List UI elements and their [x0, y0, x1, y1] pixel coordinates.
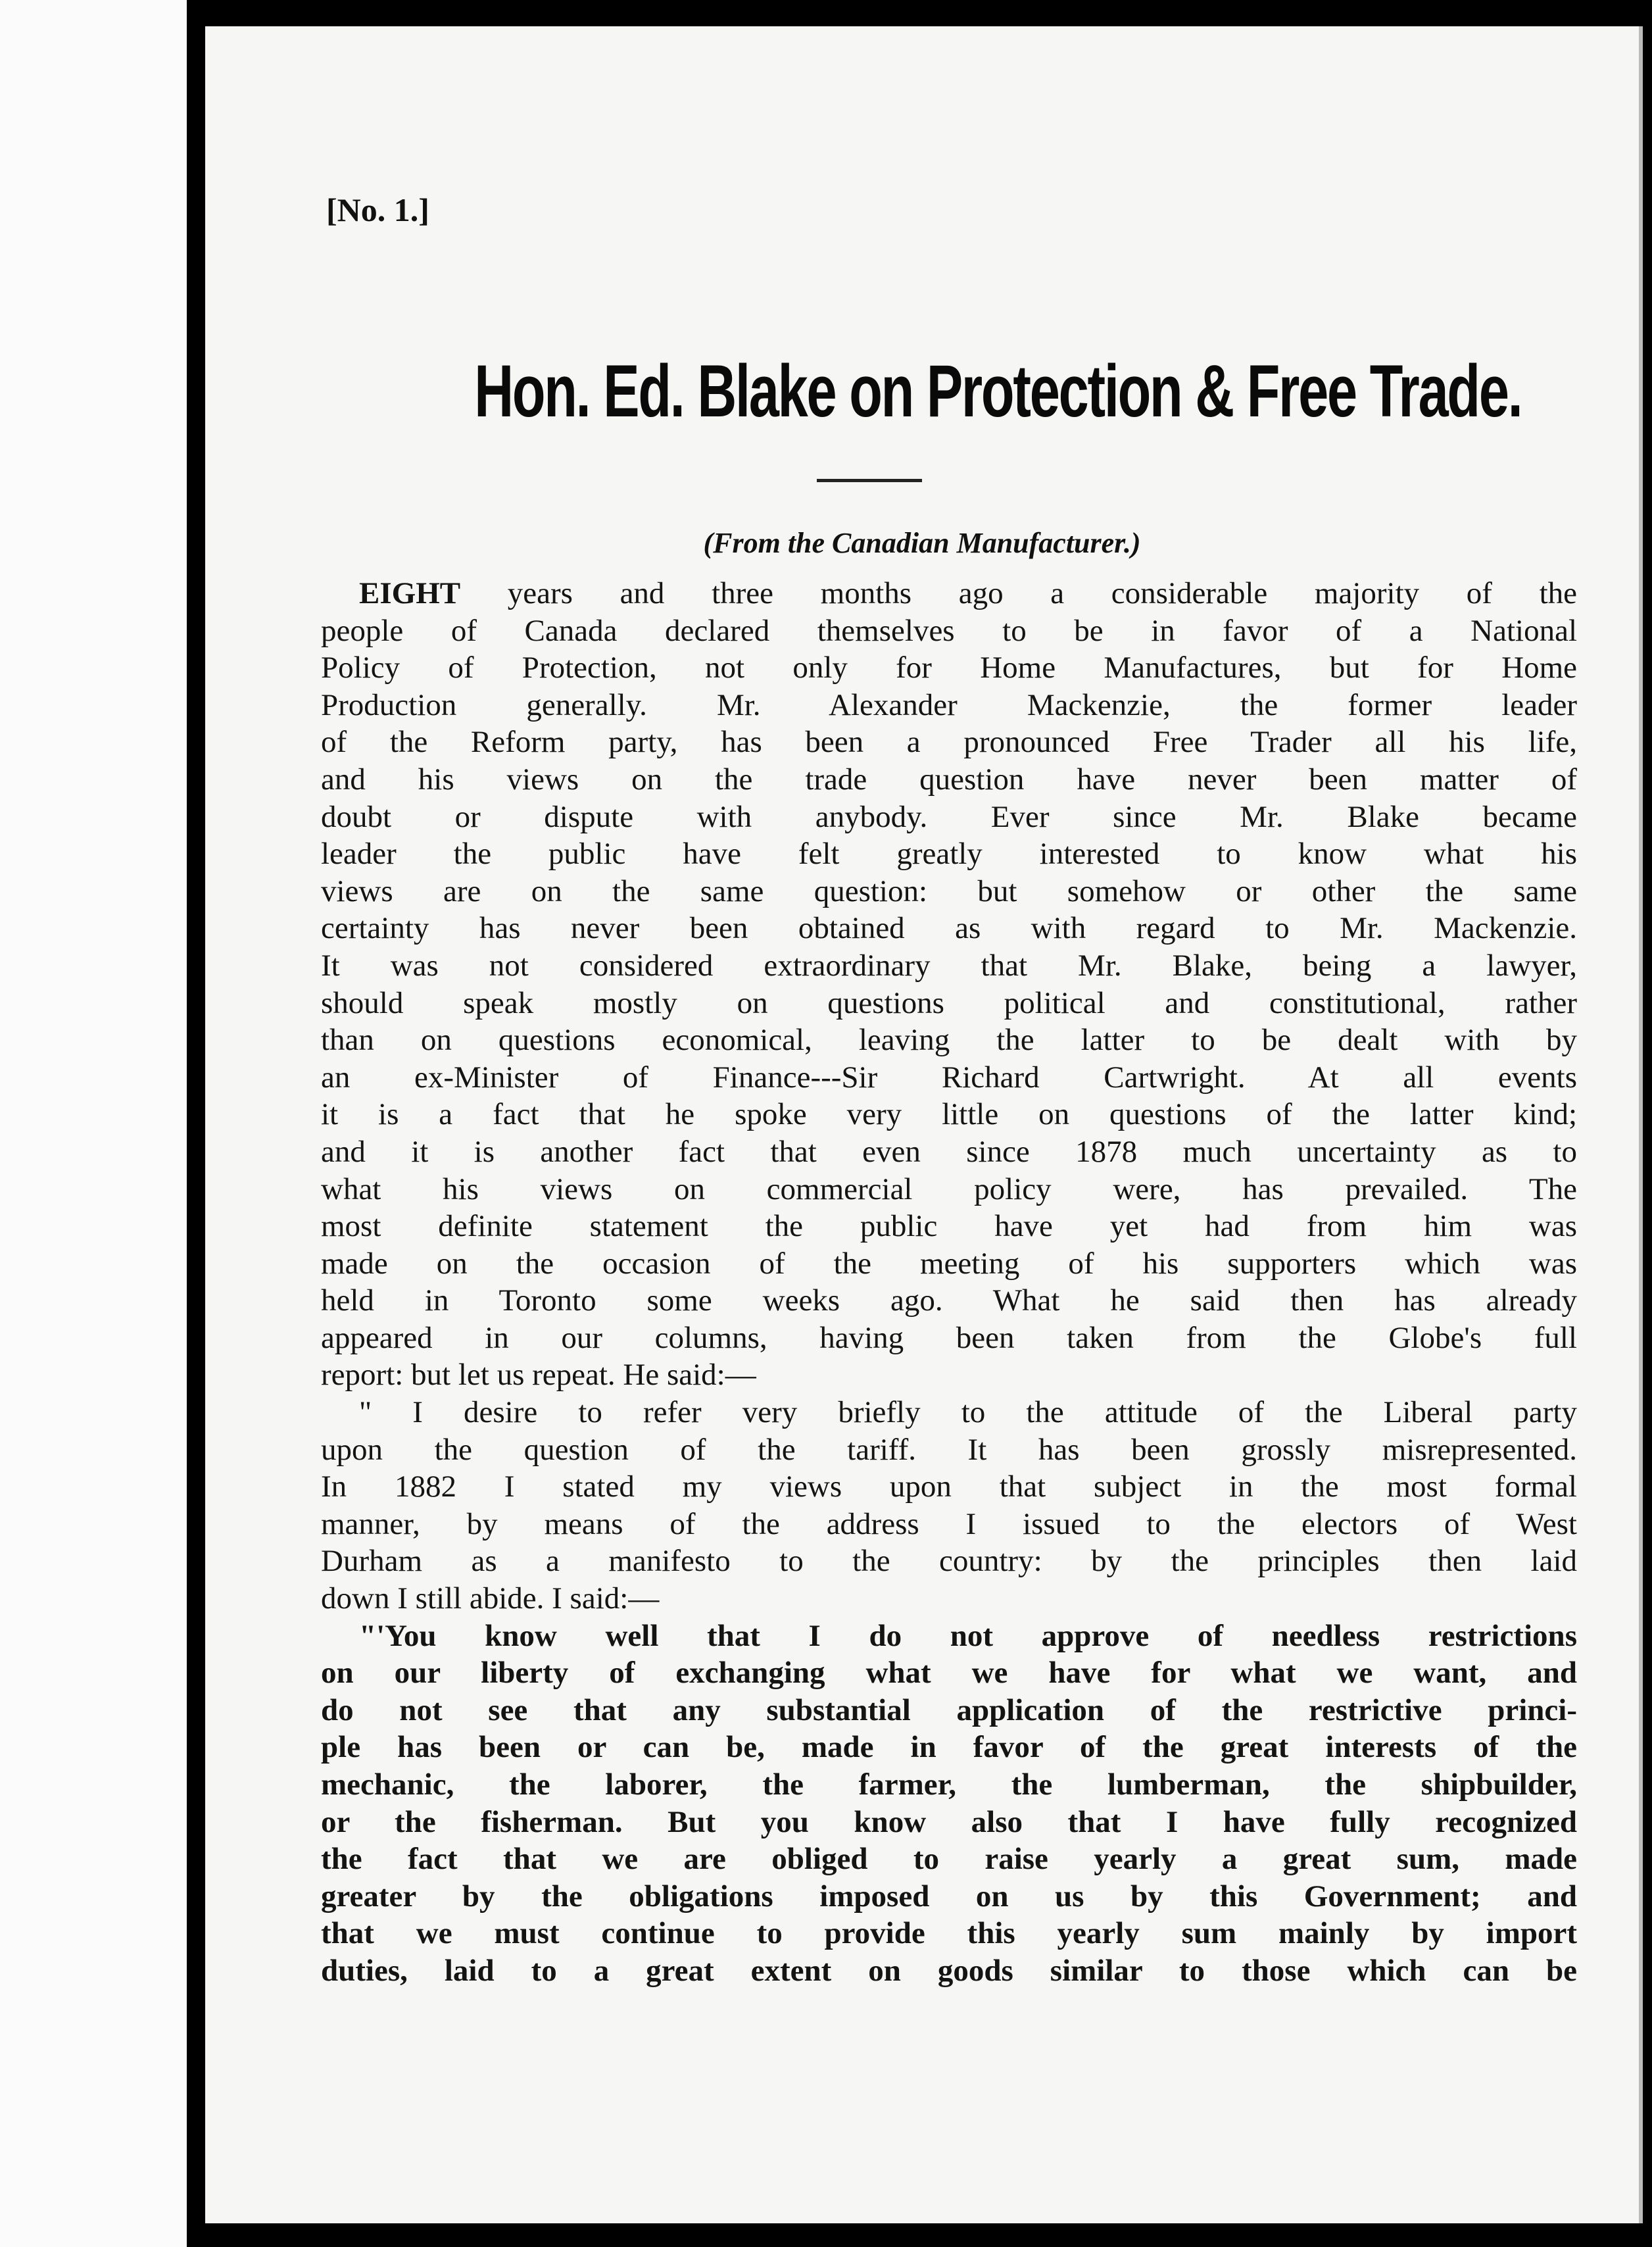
article-body — [321, 575, 1577, 1990]
body-line: views are on the same question: but somehow or other the same — [321, 874, 1577, 908]
body-line: on our liberty of exchanging what we have for what we want, and — [321, 1656, 1577, 1691]
body-line: " I desire to refer very briefly to the attitude of the Liberal party — [359, 1395, 1577, 1430]
body-line: and his views on the trade question have never been matter of — [321, 762, 1577, 797]
body-line: manner, by means of the address I issued to the electors of West — [321, 1506, 1577, 1541]
body-line: of the Reform party, has been a pronounced Free Trader all his life, — [321, 725, 1577, 760]
body-line: than on questions economical, leaving the latter to be dealt with by — [321, 1023, 1577, 1058]
body-line: and it is another fact that even since 1878 much uncertainty as to — [321, 1134, 1577, 1169]
body-line: In 1882 I stated my views upon that subject in the most formal — [321, 1469, 1577, 1504]
body-line: the fact that we are obliged to raise yearly a great sum, made — [321, 1842, 1577, 1877]
body-line: down I still abide. I said:— — [321, 1581, 660, 1616]
body-line: certainty has never been obtained as with regard to Mr. Mackenzie. — [321, 911, 1577, 946]
body-line: appeared in our columns, having been taken from the Globe's full — [321, 1320, 1577, 1355]
body-line: doubt or dispute with anybody. Ever since Mr. Blake became — [321, 799, 1577, 834]
document-page — [205, 26, 1643, 2223]
body-line: It was not considered extraordinary that Mr. Blake, being a lawyer, — [321, 948, 1577, 983]
body-line: made on the occasion of the meeting of his supporters which was — [321, 1246, 1577, 1281]
source-line: (From the Canadian Manufacturer.) — [703, 527, 1141, 559]
body-line: "'You know well that I do not approve of needless restrictions — [359, 1618, 1577, 1653]
body-line: upon the question of the tariff. It has been grossly misrepresented. — [321, 1432, 1577, 1467]
headline: Hon. Ed. Blake on Protection & Free Trade. — [474, 350, 1522, 432]
body-line: report: but let us repeat. He said:— — [321, 1358, 756, 1393]
body-line: duties, laid to a great extent on goods similar to those which can be — [321, 1953, 1577, 1988]
body-line: Policy of Protection, not only for Home Manufactures, but for Home — [321, 651, 1577, 685]
body-line: what his views on commercial policy were, has prevailed. The — [321, 1172, 1577, 1206]
body-line: it is a fact that he spoke very little on questions of the latter kind; — [321, 1097, 1577, 1132]
body-line: do not see that any substantial application of the restrictive princi- — [321, 1692, 1577, 1727]
body-line: leader the public have felt greatly interested to know what his — [321, 837, 1577, 872]
facing-page-edge — [0, 0, 187, 2247]
body-line: ple has been or can be, made in favor of the great interests of the — [321, 1730, 1577, 1765]
issue-number: [No. 1.] — [326, 191, 429, 228]
body-line: EIGHT years and three months ago a considerable majority of the — [359, 576, 1577, 610]
body-line: people of Canada declared themselves to be in favor of a National — [321, 613, 1577, 648]
body-line: should speak mostly on questions political and constitutional, rather — [321, 985, 1577, 1020]
body-line: that we must continue to provide this yearly sum mainly by import — [321, 1916, 1577, 1951]
body-line: greater by the obligations imposed on us by this Government; and — [321, 1879, 1577, 1914]
body-line: most definite statement the public have yet had from him was — [321, 1209, 1577, 1244]
body-line: an ex-Minister of Finance---Sir Richard Cartwright. At all events — [321, 1060, 1577, 1095]
body-line: mechanic, the laborer, the farmer, the lumberman, the shipbuilder, — [321, 1767, 1577, 1802]
body-line: or the fisherman. But you know also that I have fully recognized — [321, 1804, 1577, 1839]
body-line: held in Toronto some weeks ago. What he said then has already — [321, 1283, 1577, 1318]
body-line: Durham as a manifesto to the country: by the principles then laid — [321, 1544, 1577, 1579]
body-line: Production generally. Mr. Alexander Mackenzie, the former leader — [321, 687, 1577, 722]
title-rule — [817, 479, 922, 482]
